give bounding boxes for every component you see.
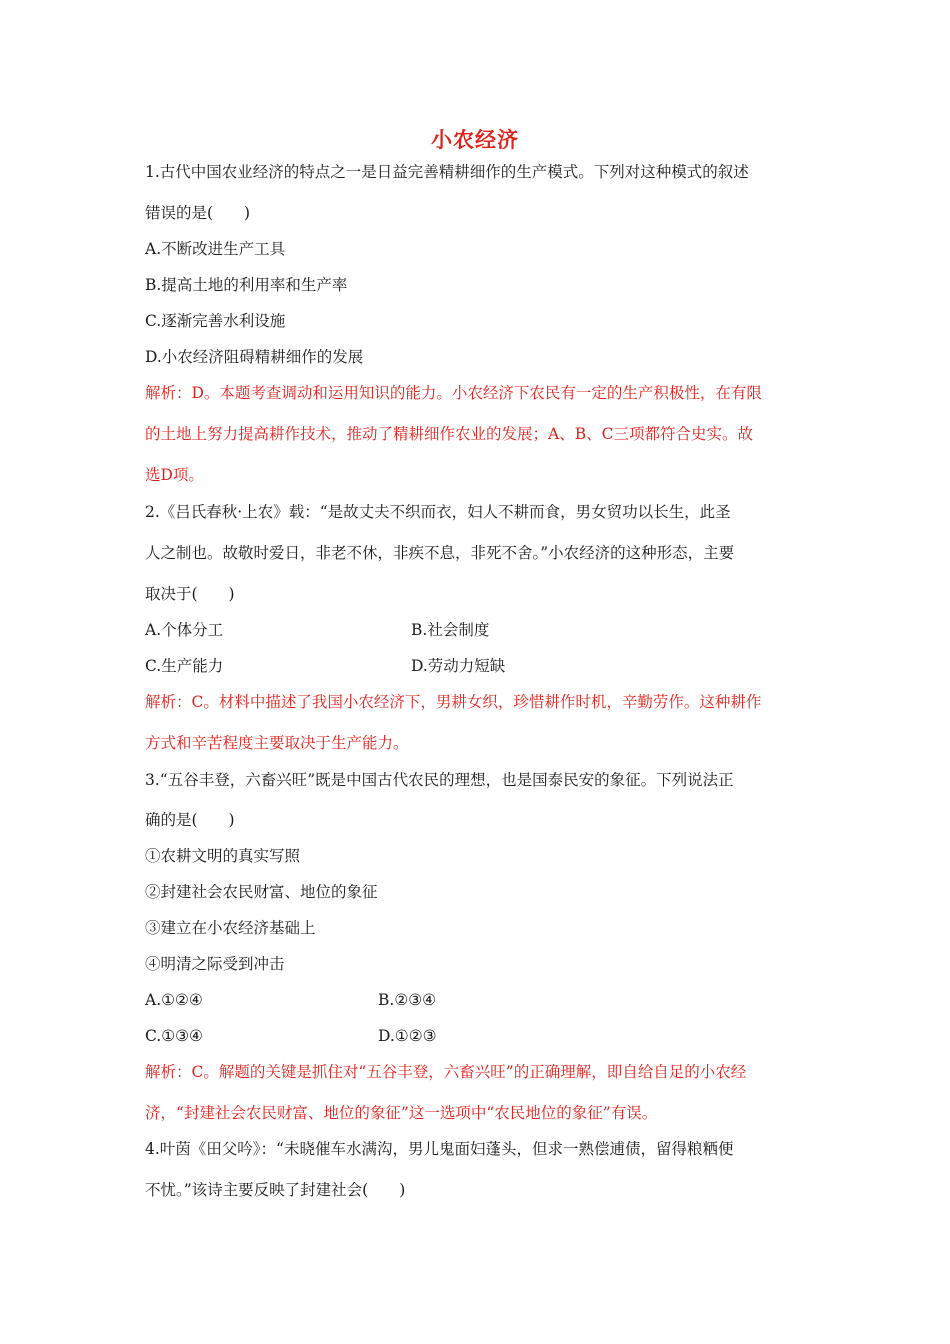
q3-stem-line2: 确的是( ) (145, 811, 235, 829)
q2-stem-line2: 人之制也。故敬时爱日，非老不休，非疾不息，非死不舍。”小农经济的这种形态，主要 (145, 544, 735, 562)
q1-answer-line2: 的土地上努力提高耕作技术，推动了精耕细作农业的发展；A、B、C三项都符合史实。故 (145, 425, 753, 443)
q3-answer-line2: 济，“封建社会农民财富、地位的象征”这一选项中“农民地位的象征”有误。 (145, 1104, 658, 1122)
q2-option-d: D.劳动力短缺 (411, 657, 506, 675)
q1-option-b: B.提高土地的利用率和生产率 (145, 276, 348, 294)
q2-option-a: A.个体分工 (145, 621, 224, 639)
q1-answer-line3: 选D项。 (145, 466, 204, 484)
q2-stem-line1: 2.《吕氏春秋·上农》载：“是故丈夫不织而衣，妇人不耕而食，男女贸功以长生，此圣 (145, 503, 731, 521)
q2-option-c: C.生产能力 (145, 657, 224, 675)
q3-stem-line1: 3.“五谷丰登，六畜兴旺”既是中国古代农民的理想，也是国泰民安的象征。下列说法正 (145, 771, 734, 789)
q3-item-1: ①农耕文明的真实写照 (145, 847, 301, 865)
q2-stem-line3: 取决于( ) (145, 585, 235, 603)
q1-stem-line2: 错误的是( ) (145, 204, 251, 222)
q3-item-2: ②封建社会农民财富、地位的象征 (145, 883, 378, 901)
q1-answer-line1: 解析：D。本题考查调动和运用知识的能力。小农经济下农民有一定的生产积极性，在有限 (145, 384, 762, 402)
q3-option-a: A.①②④ (145, 991, 203, 1009)
q4-stem-line1: 4.叶茵《田父吟》：“未晓催车水满沟，男儿鬼面妇蓬头，但求一熟偿逋债，留得粮粞便 (145, 1140, 734, 1158)
q3-option-c: C.①③④ (145, 1027, 203, 1045)
q2-option-b: B.社会制度 (411, 621, 490, 639)
q1-option-d: D.小农经济阻碍精耕细作的发展 (145, 348, 364, 366)
q3-option-b: B.②③④ (378, 991, 437, 1009)
q1-stem-line1: 1.古代中国农业经济的特点之一是日益完善精耕细作的生产模式。下列对这种模式的叙述 (145, 163, 749, 181)
q3-answer-line1: 解析：C。解题的关键是抓住对“五谷丰登，六畜兴旺”的正确理解，即自给自足的小农经 (145, 1063, 747, 1081)
q3-item-3: ③建立在小农经济基础上 (145, 919, 316, 937)
q3-option-d: D.①②③ (378, 1027, 437, 1045)
q1-option-c: C.逐渐完善水利设施 (145, 312, 286, 330)
q2-answer-line1: 解析：C。材料中描述了我国小农经济下，男耕女织，珍惜耕作时机，辛勤劳作。这种耕作 (145, 693, 762, 711)
q2-answer-line2: 方式和辛苦程度主要取决于生产能力。 (145, 734, 409, 752)
q1-option-a: A.不断改进生产工具 (145, 240, 286, 258)
q3-item-4: ④明清之际受到冲击 (145, 955, 285, 973)
page-title: 小农经济 (431, 128, 519, 152)
q4-stem-line2: 不忧。”该诗主要反映了封建社会( ) (145, 1181, 406, 1199)
